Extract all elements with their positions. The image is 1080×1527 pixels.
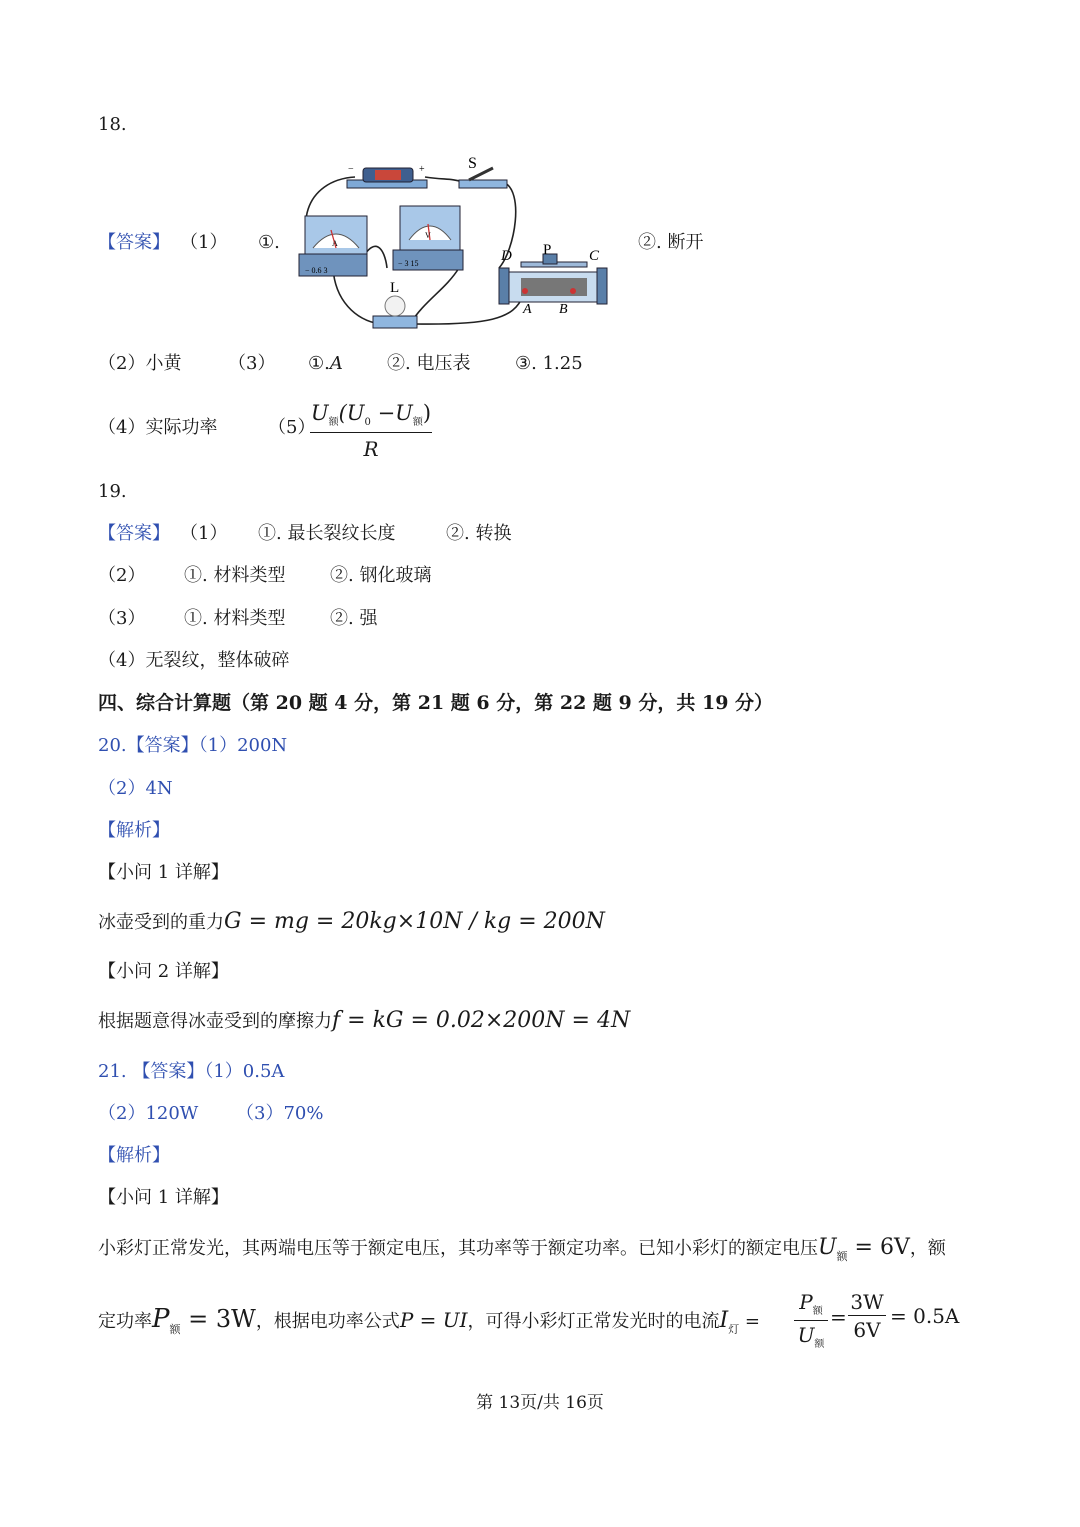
page-footer: 第 13页/共 16页 <box>476 1393 604 1413</box>
subquestion-heading: 【小问 2 详解】 <box>98 961 229 982</box>
part-5: （5） <box>268 417 316 438</box>
ammeter <box>299 216 367 276</box>
equals-sign: = <box>830 1305 847 1329</box>
q20-answer-2: （2）4N <box>98 778 173 799</box>
voltmeter-terminals: − 3 15 <box>398 259 419 268</box>
marker: ③. 1.25 <box>515 353 583 374</box>
question-19-number: 19. <box>98 481 127 502</box>
answer-tag: 【答案】 <box>98 523 170 544</box>
subquestion-heading: 【小问 1 详解】 <box>98 862 229 883</box>
circuit-diagram <box>285 150 625 340</box>
answer-item: ①. 最长裂纹长度 <box>258 523 396 544</box>
solution-line: 根据题意得冰壶受到的摩擦力f = kG = 0.02×200N = 4N <box>98 1008 631 1033</box>
q20-answer: 20.【答案】（1）200N <box>98 735 288 756</box>
answer-item: ②. 钢化玻璃 <box>330 565 432 586</box>
q21-answer-3: （3）70% <box>236 1103 324 1124</box>
battery-plus-label: + <box>419 164 425 175</box>
fraction-3W-over-6V: 3W 6V <box>848 1291 886 1342</box>
marker: ①. <box>258 232 280 253</box>
rheostat-label-B: B <box>559 302 568 317</box>
part-label: （3） <box>98 608 146 629</box>
part-2: （2）小黄 <box>98 353 182 374</box>
solution-line: 冰壶受到的重力G = mg = 20kg×10N / kg = 200N <box>98 909 605 934</box>
switch <box>459 155 507 188</box>
paragraph-line: 小彩灯正常发光，其两端电压等于额定电压，其功率等于额定功率。已知小彩灯的额定电压$U_额 = 6V$，额 <box>98 1235 946 1263</box>
marker: ①.A <box>308 353 343 374</box>
rheostat-label-D: D <box>501 248 512 264</box>
ammeter-face-label: A <box>332 239 338 248</box>
switch-label: S <box>468 155 477 172</box>
subquestion-heading: 【小问 1 详解】 <box>98 1187 229 1208</box>
voltmeter <box>393 206 463 270</box>
part-4: （4）实际功率 <box>98 417 218 438</box>
rheostat <box>499 242 607 317</box>
part-3: （3） <box>228 353 276 374</box>
fraction-P-over-U: $P_额$ $U_额$ <box>794 1291 828 1352</box>
rheostat-label-P: P <box>543 242 552 258</box>
rheostat-label-A: A <box>523 302 532 317</box>
answer-item: ②. 转换 <box>446 523 512 544</box>
section-heading: 四、综合计算题（第 20 题 4 分，第 21 题 6 分，第 22 题 9 分，共 19 分） <box>98 692 774 714</box>
q21-answer: 21. 【答案】（1）0.5A <box>98 1061 285 1082</box>
analysis-tag: 【解析】 <box>98 820 170 841</box>
answer-item: ①. 材料类型 <box>184 608 286 629</box>
part-label: （1） <box>180 232 228 253</box>
formula-fraction: $U_额(U_0 -U_额)$ R <box>310 401 432 461</box>
battery <box>347 164 427 188</box>
battery-minus-label: − <box>348 164 354 175</box>
part-label: （1） <box>180 523 228 544</box>
question-18-number: 18. <box>98 114 127 135</box>
rheostat-label-C: C <box>589 248 600 264</box>
answer-line: （4）无裂纹，整体破碎 <box>98 650 290 671</box>
marker: ②. 断开 <box>638 232 704 253</box>
answer-tag: 【答案】 <box>98 232 170 253</box>
ammeter-terminals: − 0.6 3 <box>305 266 328 275</box>
analysis-tag: 【解析】 <box>98 1145 170 1166</box>
paragraph-line: 定功率$P_额 = 3W$，根据电功率公式P = UI，可得小彩灯正常发光时的电流$I_灯$ = <box>98 1304 761 1336</box>
q21-answer-2: （2）120W <box>98 1103 199 1124</box>
circuit-wire <box>425 177 463 182</box>
lamp-label: L <box>390 280 400 296</box>
answer-item: ①. 材料类型 <box>184 565 286 586</box>
answer-item: ②. 强 <box>330 608 378 629</box>
result: = 0.5A <box>890 1304 960 1328</box>
lamp <box>373 280 417 328</box>
part-label: （2） <box>98 565 146 586</box>
marker: ②. 电压表 <box>387 353 471 374</box>
voltmeter-face-label: V <box>425 231 431 240</box>
